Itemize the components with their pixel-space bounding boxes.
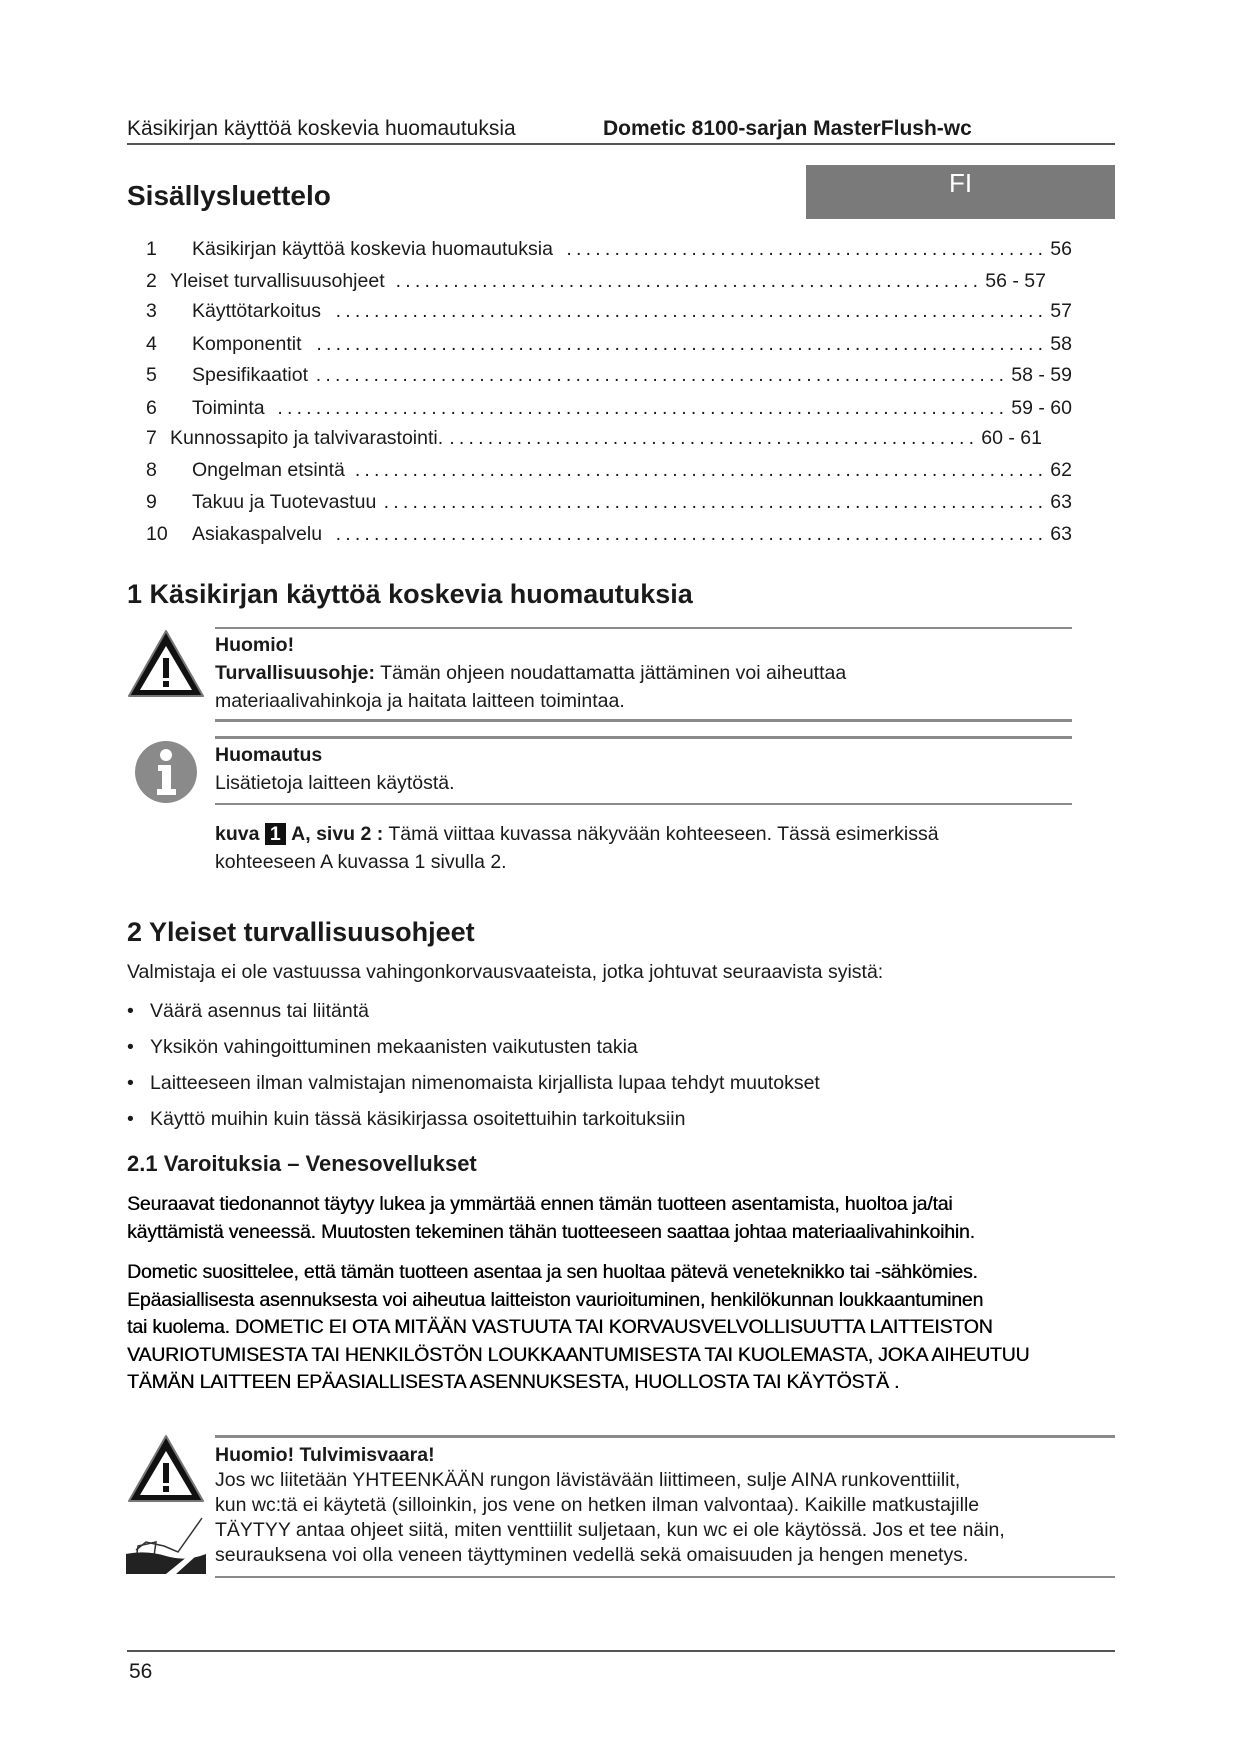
toc-item-number: 4 [146, 333, 157, 355]
warning-text: Tämän ohjeen noudattamatta jättäminen voi aiheuttaa [375, 662, 847, 684]
note-text: Lisätietoja laitteen käytöstä. [215, 772, 455, 794]
toc-item[interactable] [146, 521, 1072, 547]
bullet-item [127, 1035, 638, 1059]
toc-item-title: Takuu ja Tuotevastuu [192, 491, 377, 513]
text-line: Jos wc liitetään YHTEENKÄÄN rungon lävistävään liittimeen, sulje AINA runkoventtiilit, [215, 1469, 961, 1491]
bullet-icon: • [127, 1108, 134, 1130]
toc-item-title: Spesifikaatiot [192, 364, 308, 386]
toc-leader-dots: ............................................................................ [277, 397, 1009, 419]
flood-warning-title: Huomio! Tulvimisvaara! [215, 1444, 435, 1466]
divider [215, 1576, 1115, 1578]
toc-leader-dots: .................................................. [566, 238, 1048, 260]
toc-item-title: Käyttötarkoitus [192, 300, 321, 322]
bullet-icon: • [127, 1072, 134, 1094]
toc-item-page: 56 - 57 [985, 270, 1046, 292]
header-product-title: Dometic 8100-sarjan MasterFlush-wc [603, 117, 972, 140]
toc-leader-dots: .......................................................................... [335, 523, 1048, 545]
text-line: Epäasiallisesta asennuksesta voi aiheutua laitteiston vaurioituminen, henkilökunnan loukkaantuminen [127, 1288, 984, 1311]
toc-item[interactable] [146, 425, 1042, 451]
toc-item-title: Komponentit [192, 333, 302, 355]
toc-leader-dots: ..................................................................... [383, 491, 1048, 513]
figure-number-badge: 1 [265, 823, 286, 845]
toc-item-number: 8 [146, 459, 157, 481]
bullet-icon: • [127, 1036, 134, 1058]
toc-item-page: 63 [1050, 523, 1072, 545]
text-line: TÄYTYY antaa ohjeet siitä, miten venttiilit suljetaan, kun wc ei ole käytössä. Jos et tee näin, [215, 1519, 1005, 1541]
toc-leader-dots: ............................................................. [395, 270, 983, 292]
toc-item-number: 2 [146, 270, 157, 292]
toc-leader-dots: ........................................................................ [315, 364, 1009, 386]
toc-item-title: Käsikirjan käyttöä koskevia huomautuksia [192, 238, 553, 260]
page-number: 56 [129, 1660, 153, 1683]
text-line: VAURIOTUMISESTA TAI HENKILÖSTÖN LOUKKAANTUMISESTA TAI KUOLEMASTA, JOKA AIHEUTUU [127, 1343, 1030, 1366]
toc-item-page: 59 - 60 [1011, 397, 1072, 419]
toc-item-page: 58 [1050, 333, 1072, 355]
warning-title: Huomio! [215, 634, 295, 656]
toc-item-number: 6 [146, 397, 157, 419]
header-rule [127, 143, 1115, 145]
figref-ref: A, sivu 2 : [291, 823, 384, 845]
text-line: seurauksena voi olla veneen täyttyminen vedellä sekä omaisuuden ja hengen menetys. [215, 1544, 969, 1566]
bullet-text: Väärä asennus tai liitäntä [150, 1000, 369, 1022]
toc-item-number: 10 [146, 523, 168, 545]
toc-item-page: 57 [1050, 300, 1072, 322]
toc-title: Sisällysluettelo [127, 180, 331, 211]
text-line: käyttämistä veneessä. Muutosten tekeminen tähän tuotteeseen saattaa johtaa materiaalivahinkoihin. [127, 1220, 975, 1243]
figref-kuva: kuva [215, 823, 260, 845]
figure-reference-line-2: kohteeseen A kuvassa 1 sivulla 2. [215, 851, 507, 873]
bullet-text: Laitteeseen ilman valmistajan nimenomaista kirjallista lupaa tehdyt muutokset [150, 1072, 820, 1094]
bullet-text: Yksikön vahingoittuminen mekaanisten vaikutusten takia [150, 1036, 638, 1058]
toc-item-number: 1 [146, 238, 157, 260]
note-title: Huomautus [215, 744, 323, 766]
section-2-intro: Valmistaja ei ole vastuussa vahingonkorvausvaateista, jotka johtuvat seuraavista syistä: [127, 961, 884, 983]
toc-item-page: 63 [1050, 491, 1072, 513]
section-2-heading: 2 Yleiset turvallisuusohjeet [127, 917, 475, 947]
bullet-item [127, 1107, 686, 1131]
toc-item[interactable] [146, 268, 1046, 294]
toc-item-page: 58 - 59 [1011, 364, 1072, 386]
section-1-heading: 1 Käsikirjan käyttöä koskevia huomautuksia [127, 579, 693, 609]
toc-item-title: Toiminta [192, 397, 265, 419]
toc-item-page: 62 [1050, 459, 1072, 481]
divider [215, 803, 1072, 805]
bullet-item [127, 1071, 820, 1095]
toc-item[interactable] [146, 236, 1072, 262]
language-badge [806, 165, 1115, 219]
flooding-boat-icon [126, 1516, 206, 1576]
divider [215, 719, 1072, 722]
figref-text: Tämä viittaa kuvassa näkyvään kohteeseen. Tässä esimerkissä [383, 823, 939, 845]
warning-text-line-2: materiaalivahinkoja ja haitata laitteen toimintaa. [215, 690, 625, 712]
text-line: Seuraavat tiedonannot täytyy lukea ja ymmärtää ennen tämän tuotteen asentamista, huoltoa ja/tai [127, 1193, 953, 1215]
warning-triangle-icon [126, 628, 206, 700]
language-badge-label: FI [948, 168, 973, 198]
toc-item[interactable] [146, 457, 1072, 483]
warning-label: Turvallisuusohje: [215, 662, 375, 684]
figure-reference-line-1 [215, 822, 939, 846]
toc-item-number: 3 [146, 300, 157, 322]
toc-item[interactable] [146, 298, 1072, 324]
toc-item-title: Yleiset turvallisuusohjeet [170, 270, 385, 292]
divider [215, 627, 1072, 629]
toc-item-number: 5 [146, 364, 157, 386]
text-line: tai kuolema. DOMETIC EI OTA MITÄÄN VASTUUTA TAI KORVAUSVELVOLLISUUTTA LAITTEISTON [127, 1316, 993, 1338]
header-section-title: Käsikirjan käyttöä koskevia huomautuksia [127, 117, 516, 140]
divider [215, 736, 1072, 739]
warning-triangle-icon [126, 1433, 206, 1505]
bullet-icon: • [127, 1000, 134, 1022]
warning-text-line-1 [215, 661, 846, 685]
toc-item[interactable] [146, 395, 1072, 421]
text-line: kun wc:tä ei käytetä (silloinkin, jos vene on hetken ilman valvontaa). Kaikille matkustajille [215, 1494, 980, 1516]
text-line: Dometic suosittelee, että tämän tuotteen asentaa ja sen huoltaa pätevä veneteknikko tai -sähkömies. [127, 1261, 978, 1283]
toc-item[interactable] [146, 331, 1072, 357]
footer-rule [127, 1650, 1115, 1652]
toc-leader-dots: ............................................................................ [316, 333, 1048, 355]
info-icon [134, 740, 198, 804]
bullet-text: Käyttö muihin kuin tässä käsikirjassa osoitettuihin tarkoituksiin [150, 1108, 686, 1130]
toc-item-number: 9 [146, 491, 157, 513]
toc-item[interactable] [146, 489, 1072, 515]
toc-leader-dots: .......................................................................... [335, 300, 1048, 322]
toc-item-page: 56 [1050, 238, 1072, 260]
toc-item-title: Ongelman etsintä [192, 459, 345, 481]
text-line: TÄMÄN LAITTEEN EPÄASIALLISESTA ASENNUKSESTA, HUOLLOSTA TAI KÄYTÖSTÄ . [127, 1371, 900, 1393]
bullet-item [127, 999, 369, 1023]
toc-item-page: 60 - 61 [981, 427, 1042, 449]
toc-item[interactable] [146, 362, 1072, 388]
toc-item-title: Asiakaspalvelu [192, 523, 323, 545]
toc-item-number: 7 [146, 427, 157, 449]
toc-item-title: Kunnossapito ja talvivarastointi. [170, 427, 444, 449]
divider [215, 1435, 1115, 1438]
toc-leader-dots: ....................................................... [449, 427, 979, 449]
toc-leader-dots: ........................................................................ [354, 459, 1048, 481]
section-2-1-heading: 2.1 Varoituksia – Venesovellukset [127, 1151, 477, 1176]
